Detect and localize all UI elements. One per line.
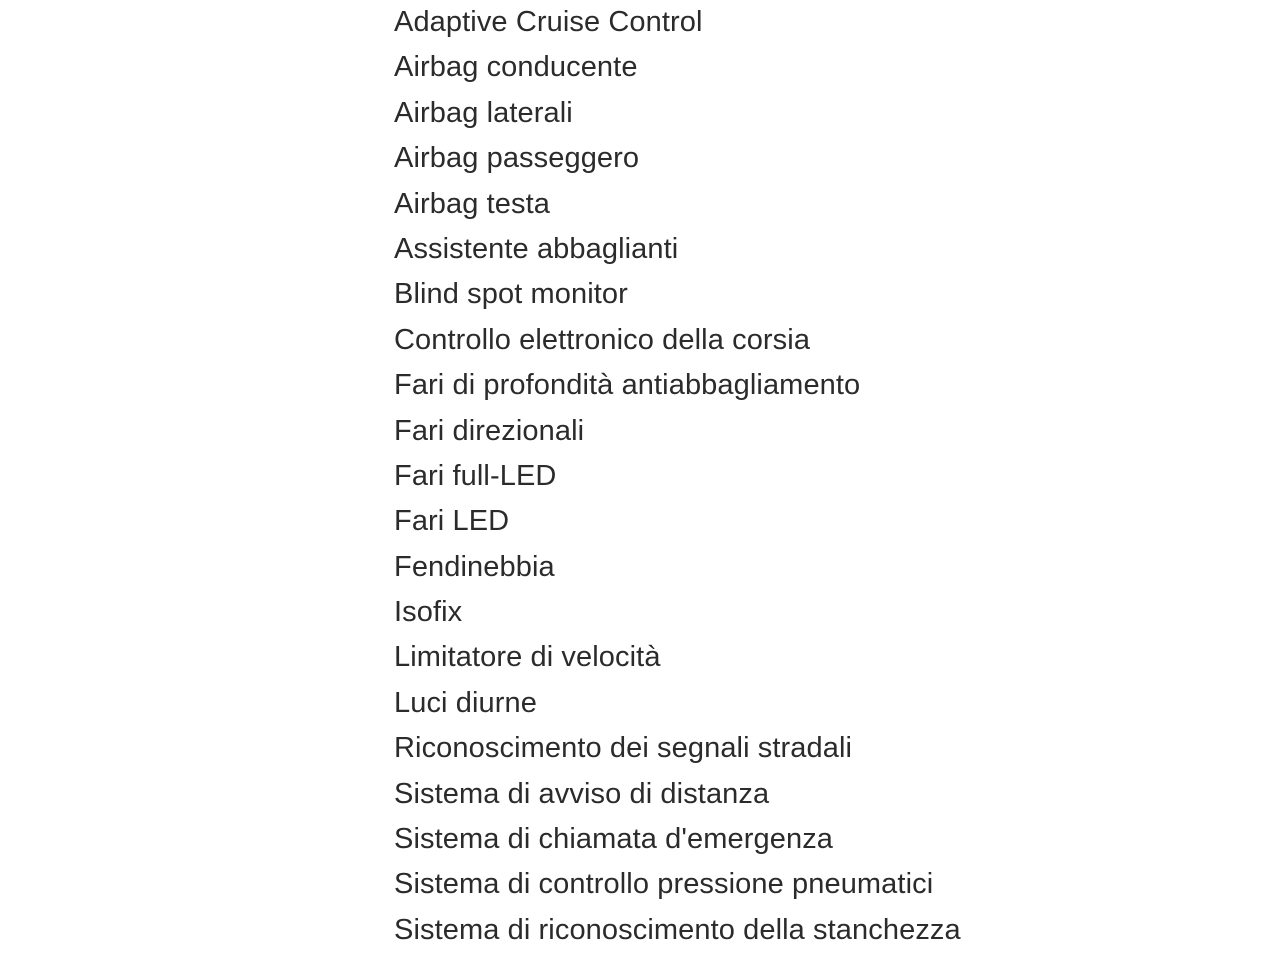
- list-item: Luci diurne: [394, 686, 537, 719]
- list-item: Fari full-LED: [394, 459, 557, 492]
- list-item: Fendinebbia: [394, 550, 555, 583]
- feature-list: [394, 0, 961, 953]
- list-item: Airbag passeggero: [394, 142, 640, 175]
- list-item: Airbag testa: [394, 187, 550, 220]
- list-item: Airbag laterali: [394, 96, 573, 129]
- list-item: Adaptive Cruise Control: [394, 6, 703, 38]
- list-item: Sistema di riconoscimento della stanchezza: [394, 913, 961, 946]
- list-item: Fari di profondità antiabbagliamento: [394, 369, 861, 402]
- list-item: Fari LED: [394, 505, 510, 538]
- list-item: Controllo elettronico della corsia: [394, 323, 811, 356]
- list-item: Sistema di chiamata d'emergenza: [394, 823, 834, 856]
- list-item: Limitatore di velocità: [394, 641, 661, 674]
- list-item: Sistema di avviso di distanza: [394, 777, 770, 810]
- list-item: Sistema di controllo pressione pneumatici: [394, 868, 934, 901]
- list-item: Airbag conducente: [394, 51, 638, 84]
- list-item: Blind spot monitor: [394, 278, 628, 311]
- list-item: Isofix: [394, 596, 463, 629]
- list-item: Riconoscimento dei segnali stradali: [394, 732, 853, 765]
- list-item: Assistente abbaglianti: [394, 232, 679, 265]
- list-item: Fari direzionali: [394, 414, 585, 447]
